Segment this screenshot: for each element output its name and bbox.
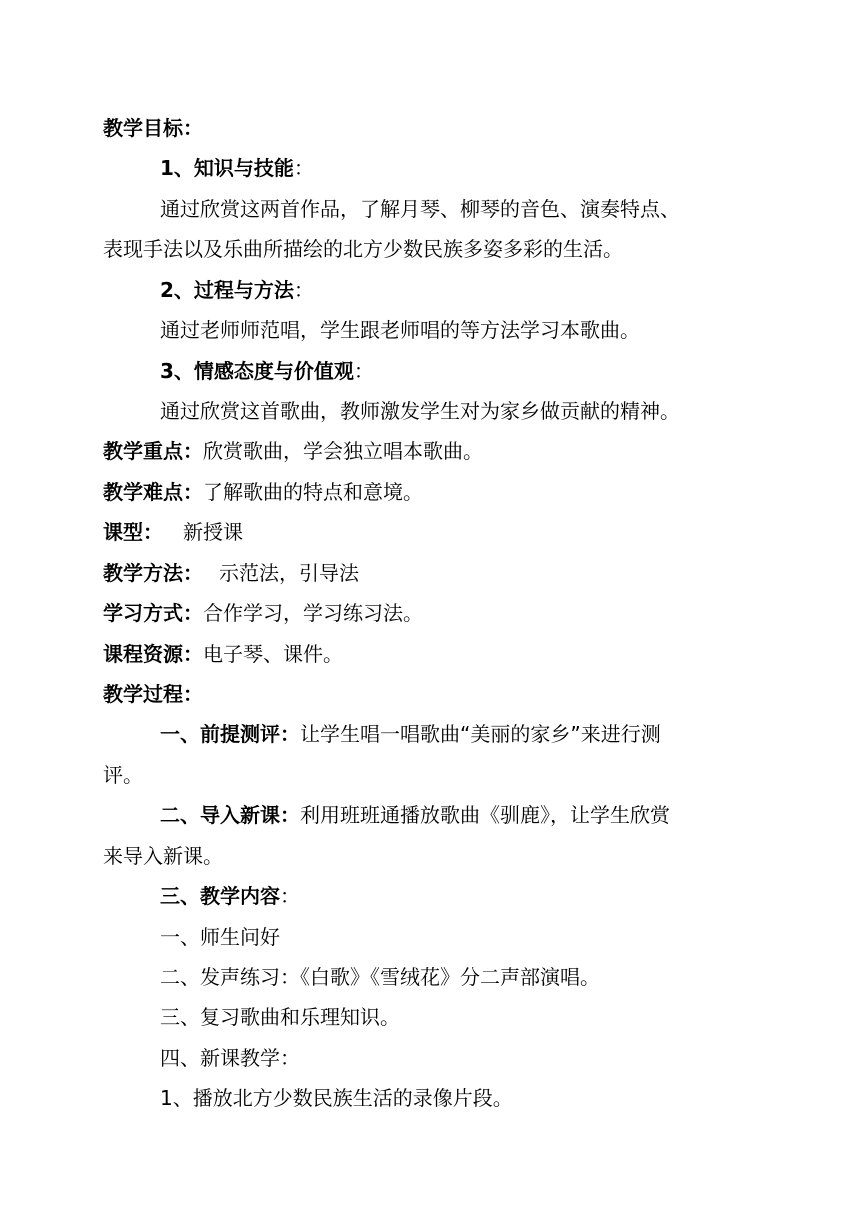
field-learning-style: 学习方式：合作学习，学习练习法。: [103, 601, 423, 625]
content-item-new-lesson: 四、新课教学：: [160, 1046, 300, 1070]
objective-knowledge-text-cont: 表现手法以及乐曲所描绘的北方少数民族多姿多彩的生活。: [103, 237, 623, 261]
field-difficulties: 教学难点：了解歌曲的特点和意境。: [103, 480, 423, 504]
process-step-assessment: 一、前提测评：让学生唱一唱歌曲“美丽的家乡”来进行测: [160, 722, 661, 746]
objective-process-text: 通过老师师范唱，学生跟老师唱的等方法学习本歌曲。: [160, 318, 640, 342]
objective-knowledge-title: 1、知识与技能：: [160, 156, 314, 180]
content-item-vocal: 二、发声练习：《白歌》《雪绒花》分二声部演唱。: [160, 965, 600, 989]
objective-emotion-title: 3、情感态度与价值观：: [160, 359, 374, 383]
objective-process-title: 2、过程与方法：: [160, 278, 314, 302]
content-item-review: 三、复习歌曲和乐理知识。: [160, 1005, 400, 1029]
field-key-points: 教学重点：欣赏歌曲，学会独立唱本歌曲。: [103, 439, 483, 463]
process-step-content: 三、教学内容：: [160, 884, 300, 908]
content-item-greeting: 一、师生问好: [160, 925, 280, 949]
process-heading: 教学过程：: [103, 682, 203, 706]
process-step-intro-cont: 来导入新课。: [103, 844, 223, 868]
objective-emotion-text: 通过欣赏这首歌曲，教师激发学生对为家乡做贡献的精神。: [160, 399, 680, 423]
objectives-heading: 教学目标：: [103, 116, 203, 140]
field-lesson-type: 课型： 新授课: [103, 520, 243, 544]
process-step-intro: 二、导入新课：利用班班通播放歌曲《驯鹿》，让学生欣赏: [160, 803, 670, 827]
objective-knowledge-text: 通过欣赏这两首作品，了解月琴、柳琴的音色、演奏特点、: [160, 197, 680, 221]
content-item-video: 1、播放北方少数民族生活的录像片段。: [160, 1086, 513, 1110]
process-step-assessment-cont: 评。: [103, 763, 143, 787]
field-teaching-method: 教学方法： 示范法，引导法: [103, 561, 359, 585]
field-resources: 课程资源：电子琴、课件。: [103, 642, 343, 666]
